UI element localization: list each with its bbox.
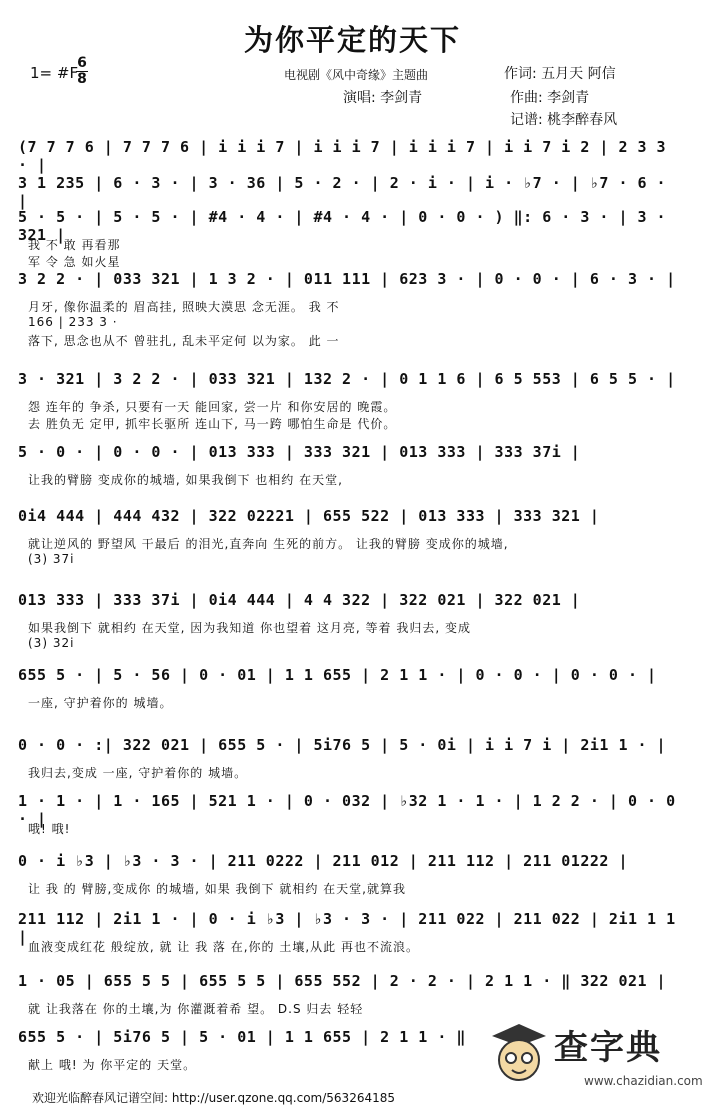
- singer: 演唱: 李剑青: [343, 90, 423, 106]
- notation-row: 0i4 444 | 444 432 | 322 02221 | 655 522 | 013 333 | 333 321 |: [18, 507, 600, 525]
- footer-note: 欢迎光临醉春风记谱空间: http://user.qzone.qq.com/563264185: [32, 1091, 396, 1105]
- watermark-logo: [488, 1014, 703, 1102]
- arranger: 记谱: 桃李醉春风: [510, 112, 618, 128]
- lyric-line: 我 不 敢 再看那: [28, 238, 121, 252]
- notation-row: 3 2 2 · | 033 321 | 1 3 2 · | 011 111 | 623 3 · | 0 · 0 · | 6 · 3 · |: [18, 270, 676, 288]
- lyric-line: 让我的臂膀 变成你的城墙, 如果我倒下 也相约 在天堂,: [28, 473, 343, 487]
- lyric-line: 去 胜负无 定甲, 抓牢长驱所 连山下, 马一跨 哪怕生命是 代价。: [28, 417, 397, 431]
- notation-row: 5 · 0 · | 0 · 0 · | 013 333 | 333 321 | 013 333 | 333 37i |: [18, 443, 581, 461]
- lyric-line: 就让逆风的 野望风 干最后 的泪光,直奔向 生死的前方。 让我的臂膀 变成你的城墙,: [28, 537, 509, 551]
- song-title: 为你平定的天下: [243, 23, 461, 57]
- lyric-line: 166 | 233 3 ·: [28, 315, 118, 329]
- lyric-line: 我归去,变成 一座, 守护着你的 城墙。: [28, 766, 248, 780]
- lyric-line: 血液变成红花 般绽放, 就 让 我 落 在,你的 土壤,从此 再也不流浪。: [28, 940, 419, 954]
- meter-bottom: 8: [77, 71, 87, 87]
- mascot-icon: [488, 1020, 550, 1090]
- lyric-line: 让 我 的 臂膀,变成你 的城墙, 如果 我倒下 就相约 在天堂,就算我: [28, 882, 406, 896]
- lyric-line: 献上 哦! 为 你平定的 天堂。: [28, 1058, 197, 1072]
- notation-row: 655 5 · | 5i76 5 | 5 · 01 | 1 1 655 | 2 1 1 · ‖: [18, 1028, 466, 1046]
- lyric-line: (3) 32i: [28, 636, 75, 650]
- lyric-line: 落下, 思念也从不 曾驻扎, 乱未平定何 以为家。 此 一: [28, 334, 340, 348]
- notation-row: 5 · 5 · | 5 · 5 · | #4 · 4 · | #4 · 4 · | 0 · 0 · ) ‖: 6 · 3 · | 3 · 321 |: [18, 208, 667, 244]
- lyric-line: 哦! 哦!: [28, 822, 71, 836]
- notation-row: (7 7 7 6 | 7 7 7 6 | i i i 7 | i i i 7 | i i i 7 | i i 7 i 2 | 2 3 3 · |: [18, 138, 667, 174]
- notation-row: 0 · 0 · :| 322 021 | 655 5 · | 5i76 5 | 5 · 0i | i i 7 i | 2i1 1 · |: [18, 736, 667, 754]
- lyric-line: 怨 连年的 争杀, 只要有一天 能回家, 尝一片 和你安居的 晚霞。: [28, 400, 397, 414]
- lyric-line: 如果我倒下 就相约 在天堂, 因为我知道 你也望着 这月亮, 等着 我归去, 变成: [28, 621, 471, 635]
- notation-row: 3 · 321 | 3 2 2 · | 033 321 | 132 2 · | 0 1 1 6 | 6 5 553 | 6 5 5 · |: [18, 370, 676, 388]
- notation-row: 655 5 · | 5 · 56 | 0 · 01 | 1 1 655 | 2 1 1 · | 0 · 0 · | 0 · 0 · |: [18, 666, 657, 684]
- composer: 作曲: 李剑青: [510, 90, 590, 106]
- time-signature: [76, 57, 88, 86]
- notation-row: 0 · i ♭3 | ♭3 · 3 · | 211 0222 | 211 012 | 211 112 | 211 01222 |: [18, 852, 628, 870]
- notation-row: 013 333 | 333 37i | 0i4 444 | 4 4 322 | 322 021 | 322 021 |: [18, 591, 581, 609]
- lyric-line: 军 令 急 如火星: [28, 255, 121, 269]
- notation-row: 3 1 235 | 6 · 3 · | 3 · 36 | 5 · 2 · | 2 · i · | i · ♭7 · | ♭7 · 6 · |: [18, 174, 667, 210]
- lyric-line: 就 让我落在 你的土壤,为 你灌溉着希 望。 D.S 归去 轻轻: [28, 1002, 364, 1016]
- lyricist: 作词: 五月天 阿信: [504, 66, 616, 82]
- notation-row: 211 112 | 2i1 1 · | 0 · i ♭3 | ♭3 · 3 · | 211 022 | 211 022 | 2i1 1 1 |: [18, 910, 676, 946]
- lyric-line: 一座, 守护着你的 城墙。: [28, 696, 173, 710]
- notation-row: 1 · 1 · | 1 · 165 | 521 1 · | 0 · 032 | ♭32 1 · 1 · | 1 2 2 · | 0 · 0 · |: [18, 792, 676, 828]
- watermark-text: 查字典: [554, 1028, 662, 1068]
- key-signature: 1= #F: [30, 64, 79, 82]
- watermark-url: www.chazidian.com: [584, 1074, 703, 1088]
- notation-row: 1 · 05 | 655 5 5 | 655 5 5 | 655 552 | 2 · 2 · | 2 1 1 · ‖ 322 021 |: [18, 972, 667, 990]
- lyric-line: 月牙, 像你温柔的 眉高挂, 照映大漠思 念无涯。 我 不: [28, 300, 340, 314]
- meter-top: 6: [77, 55, 87, 71]
- lyric-line: (3) 37i: [28, 552, 75, 566]
- series-note: 电视剧《风中奇缘》主题曲: [284, 68, 429, 82]
